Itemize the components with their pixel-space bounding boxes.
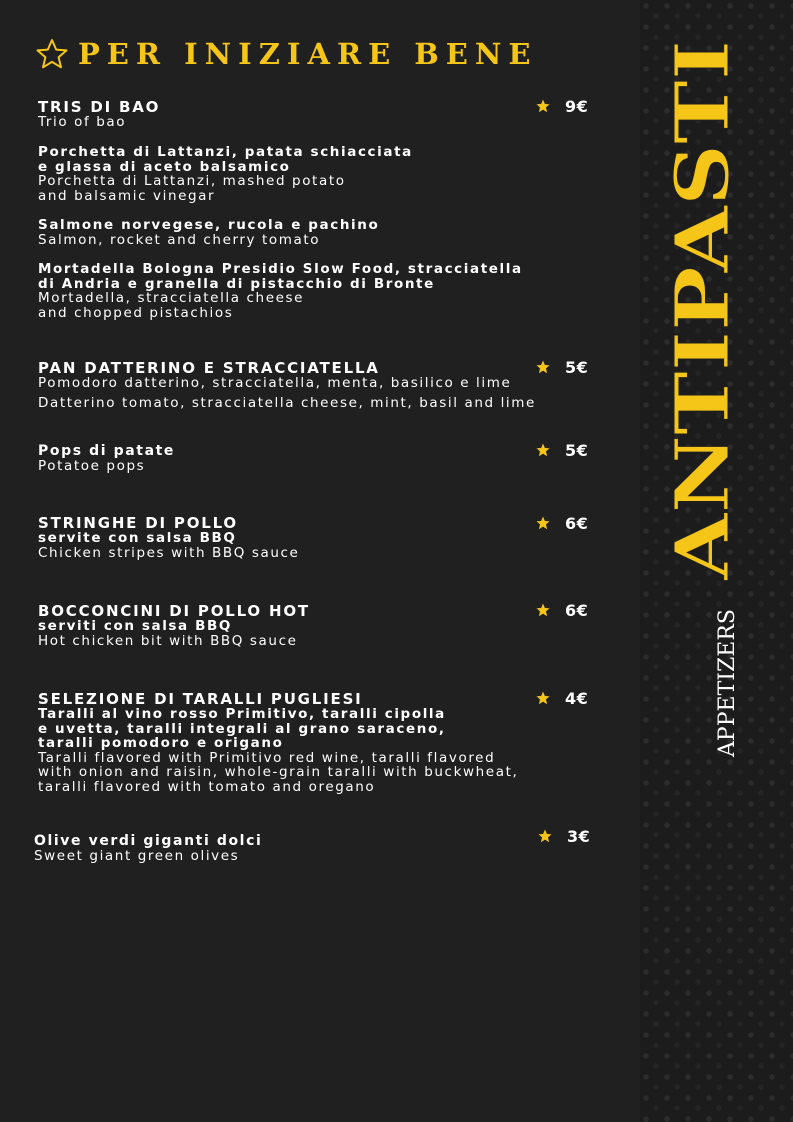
star-icon <box>536 443 550 457</box>
star-icon <box>536 360 550 374</box>
item-description: Salmone norvegese, rucola e pachino <box>38 217 380 233</box>
star-icon <box>536 691 550 705</box>
item-description: Taralli al vino rosso Primitivo, taralli cipolla <box>38 706 446 722</box>
item-translation: and chopped pistachios <box>38 304 234 321</box>
price-tag <box>536 98 598 114</box>
item-translation: taralli flavored with tomato and oregano <box>38 778 376 795</box>
price-tag <box>536 442 598 458</box>
item-name: STRINGHE DI POLLO <box>38 514 238 532</box>
menu-item-taralli <box>38 691 638 795</box>
side-title <box>658 40 746 580</box>
side-subtitle-text: APPETIZERS <box>715 609 740 757</box>
item-name: SELEZIONE DI TARALLI PUGLIESI <box>38 690 363 708</box>
item-translation: Chicken stripes with BBQ sauce <box>38 544 300 561</box>
item-translation: Mortadella, stracciatella cheese <box>38 290 305 307</box>
item-name: TRIS DI BAO <box>38 98 161 116</box>
price-tag <box>536 515 598 531</box>
item-translation: with onion and raisin, whole-grain taralli with buckwheat, <box>38 764 519 781</box>
section-header <box>36 36 538 72</box>
section-title: PER INIZIARE BENE <box>78 37 538 71</box>
price-tag <box>536 690 598 706</box>
item-description: serviti con salsa BBQ <box>38 618 232 634</box>
star-icon <box>536 516 550 530</box>
star-outline-icon <box>36 38 68 70</box>
sub-item-salmone <box>38 218 638 247</box>
star-icon <box>538 829 552 843</box>
item-name: Pops di patate <box>38 443 175 459</box>
price-tag <box>536 359 598 375</box>
price-tag <box>536 602 598 618</box>
item-description: Porchetta di Lattanzi, patata schiacciata <box>38 144 413 160</box>
sub-item-mortadella <box>38 262 638 320</box>
item-description: servite con salsa BBQ <box>38 530 237 546</box>
item-translation: Porchetta di Lattanzi, mashed potato <box>38 173 346 190</box>
price-tag <box>538 828 600 844</box>
item-translation: Hot chicken bit with BBQ sauce <box>38 632 298 649</box>
item-description: e glassa di aceto balsamico <box>38 158 291 175</box>
item-translation: and balsamic vinegar <box>38 187 216 204</box>
item-translation: Trio of bao <box>38 114 127 130</box>
item-description: e uvetta, taralli integrali al grano saraceno, <box>38 720 446 737</box>
item-translation: Potatoe pops <box>38 458 146 474</box>
item-price: 4€ <box>565 689 589 708</box>
item-price: 5€ <box>565 358 589 377</box>
item-name: BOCCONCINI DI POLLO HOT <box>38 602 310 620</box>
item-translation: Taralli flavored with Primitivo red wine, taralli flavored <box>38 749 496 766</box>
item-description: Mortadella Bologna Presidio Slow Food, stracciatella <box>38 261 523 277</box>
item-description: Pomodoro datterino, stracciatella, menta, basilico e lime <box>38 375 512 391</box>
item-price: 3€ <box>567 827 591 846</box>
side-title-text: ANTIPASTI <box>660 114 746 580</box>
item-translation: Sweet giant green olives <box>34 848 240 864</box>
item-description: taralli pomodoro e origano <box>38 735 284 752</box>
item-name: PAN DATTERINO E STRACCIATELLA <box>38 359 380 377</box>
item-translation: Datterino tomato, stracciatella cheese, mint, basil and lime <box>38 394 536 411</box>
item-price: 5€ <box>565 441 589 460</box>
item-price: 9€ <box>565 97 589 116</box>
sub-item-porchetta <box>38 145 638 203</box>
item-name: Olive verdi giganti dolci <box>34 833 263 849</box>
item-price: 6€ <box>565 514 589 533</box>
item-description: di Andria e granella di pistacchio di Bronte <box>38 275 435 292</box>
item-translation: Salmon, rocket and cherry tomato <box>38 231 321 248</box>
item-price: 6€ <box>565 601 589 620</box>
side-subtitle <box>708 605 738 765</box>
star-icon <box>536 603 550 617</box>
star-icon <box>536 99 550 113</box>
